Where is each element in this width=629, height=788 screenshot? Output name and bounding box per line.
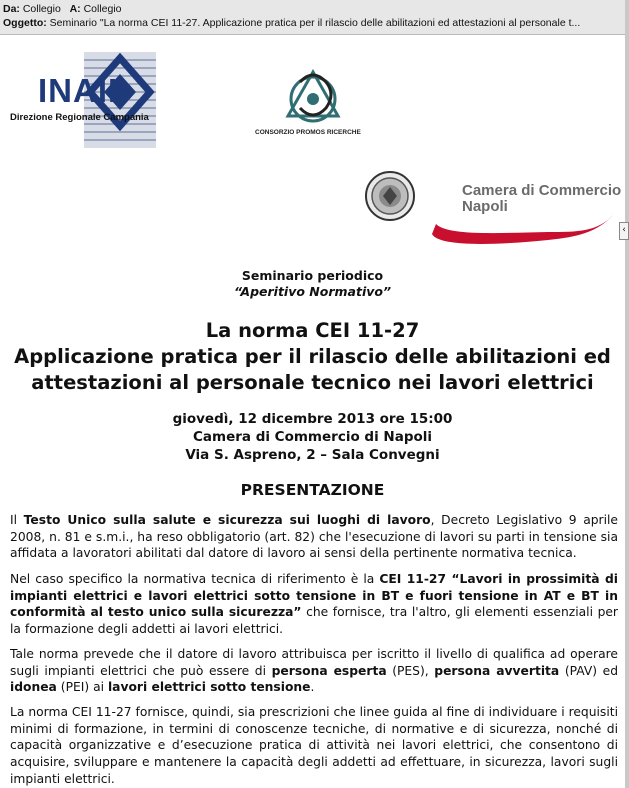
p2-text-a: Nel caso specifico la normativa tecnica di riferimento è la bbox=[10, 572, 380, 586]
promos-caption: CONSORZIO PROMOS RICERCHE bbox=[255, 129, 361, 136]
p3-bold-pei: idonea bbox=[10, 680, 57, 695]
event-info bbox=[0, 410, 625, 464]
event-date: giovedì, 12 dicembre 2013 ore 15:00 bbox=[172, 411, 453, 427]
seminar-type: Seminario periodico bbox=[241, 268, 384, 283]
paragraph-1 bbox=[10, 512, 618, 562]
scrollbar[interactable] bbox=[625, 0, 629, 788]
p3-text-i: . bbox=[310, 680, 315, 695]
p1-bold: Testo Unico sulla salute e sicurezza sui luoghi di lavoro bbox=[23, 513, 431, 527]
p3-bold-lavori: lavori elettrici sotto tensione bbox=[107, 680, 311, 695]
camera-commercio-swoosh bbox=[428, 206, 618, 248]
from-value[interactable]: Collegio bbox=[22, 3, 61, 15]
subject-value: Seminario "La norma CEI 11-27. Applicazione pratica per il rilascio delle abilitazioni ed attestazioni al personale t... bbox=[49, 17, 581, 29]
to-label: A: bbox=[69, 3, 81, 15]
email-subject-row bbox=[3, 17, 603, 29]
p1-text-c: , Decreto Legislativo 9 aprile 2008, n. 81 e s.m.i., ha reso obbligatorio (art. 82) che l'esecuzione di lavori su parti in tensione sia affidata a lavoratori abilitati dal datore di lavoro ai sensi della pertinente normativa tecnica. bbox=[10, 513, 618, 561]
seal-emblem bbox=[364, 170, 416, 222]
promos-logo bbox=[278, 64, 348, 126]
p3-bold-pav: persona avvertita bbox=[434, 663, 560, 678]
email-header bbox=[0, 0, 629, 35]
p3-text-e: (PAV) ed bbox=[559, 663, 619, 678]
page-title bbox=[0, 318, 625, 396]
event-address: Via S. Aspreno, 2 – Sala Convegni bbox=[185, 447, 440, 463]
p2-bold: CEI 11-27 “Lavori in prossimità di impianti elettrici e lavori elettrici sotto tensione in BT e fuori tensione in AT e BT in conformità al testo unico sulla sicurezza” bbox=[10, 572, 618, 620]
p3-text-c: (PES), bbox=[386, 663, 435, 678]
cc-line1: Camera di Commercio bbox=[462, 182, 622, 199]
inail-subtitle: Direzione Regionale Campania bbox=[10, 112, 149, 123]
paragraph-3 bbox=[10, 646, 618, 696]
paragraph-2 bbox=[10, 571, 618, 638]
side-collapse-button[interactable]: ‹ bbox=[619, 222, 629, 240]
seminar-name: “Aperitivo Normativo” bbox=[233, 284, 392, 299]
email-from-to-row bbox=[3, 3, 122, 15]
from-label: Da: bbox=[3, 3, 20, 15]
paragraph-4: La norma CEI 11-27 fornisce, quindi, sia prescrizioni che linee guida al fine di individuare i requisiti minimi di formazione, in termini di conoscenze tecniche, di normative e di sicurezza, nonché di capacità organizzative e d’esecuzione pratica di attività nei lavori elettrici, che consentono di acquisire, sviluppare e mantenere la capacità degli addetti ad effettuare, in sicurezza, lavori sugli impianti elettrici. bbox=[10, 705, 618, 786]
title-line-3: attestazioni al personale tecnico nei lavori elettrici bbox=[31, 371, 594, 394]
p3-text-a: Tale norma prevede che il datore di lavoro attribuisca per iscritto il livello di qualifica ad operare sugli impianti elettrici che può essere di bbox=[10, 647, 618, 678]
cc-line2: Napoli bbox=[462, 198, 508, 215]
title-line-2: Applicazione pratica per il rilascio delle abilitazioni ed bbox=[14, 345, 611, 368]
to-value[interactable]: Collegio bbox=[83, 3, 122, 15]
section-heading: PRESENTAZIONE bbox=[240, 481, 385, 499]
p3-text-g: (PEI) ai bbox=[56, 680, 108, 695]
p1-text-a: Il bbox=[10, 513, 24, 527]
p2-text-c: che fornisce, tra l'altro, gli elementi essenziali per la formazione degli addetti ai lavori elettrici. bbox=[10, 605, 618, 637]
title-line-1: La norma CEI 11-27 bbox=[205, 319, 420, 342]
event-venue: Camera di Commercio di Napoli bbox=[192, 429, 433, 445]
inail-wordmark: INAIL bbox=[38, 72, 130, 109]
p3-bold-pes: persona esperta bbox=[271, 663, 387, 678]
subject-label: Oggetto: bbox=[3, 17, 47, 29]
